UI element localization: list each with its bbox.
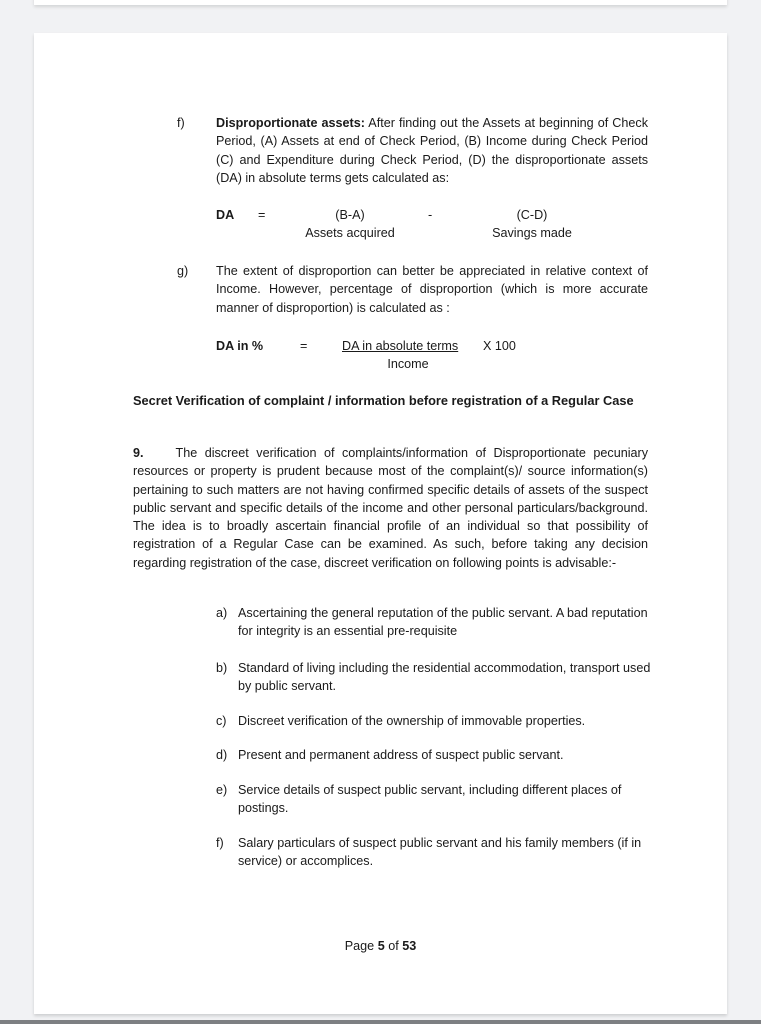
paragraph-number: 9. bbox=[133, 446, 144, 460]
item-f-heading: Disproportionate assets: bbox=[216, 116, 365, 130]
formula-minus: - bbox=[428, 208, 433, 222]
list-item bbox=[216, 712, 656, 730]
total-pages-number: 53 bbox=[402, 939, 417, 953]
item-f-body: After finding out the Assets at beginning of Check Period, (A) Assets at end of Check Period, (B) Income during Check Period (C) and Expenditure during Check Period, (D) the disproportionate assets (DA) in absolute terms gets calculated as: bbox=[216, 116, 648, 185]
formula-term2: (C-D) bbox=[516, 208, 548, 222]
current-page-number: 5 bbox=[377, 939, 385, 953]
list-text: Present and permanent address of suspect public servant. bbox=[238, 748, 564, 762]
formula-pct-denominator: Income bbox=[387, 357, 429, 371]
footer-prefix: Page bbox=[344, 939, 375, 953]
paragraph-9 bbox=[133, 444, 648, 572]
list-text: Ascertaining the general reputation of the public servant. A bad reputation for integrity is an essential pre-requisite bbox=[238, 606, 648, 638]
formula-pct-multiplier: X 100 bbox=[483, 339, 516, 353]
item-g-marker: g) bbox=[177, 264, 189, 278]
formula-term1-label: Assets acquired bbox=[305, 226, 395, 240]
item-f-marker: f) bbox=[177, 116, 185, 130]
list-marker: d) bbox=[216, 748, 228, 762]
list-marker: c) bbox=[216, 714, 227, 728]
paragraph-9-text: The discreet verification of complaints/information of Disproportionate pecuniary resources or property is prudent because most of the complaint(s)/ source information(s) pertaining to such matters are not having confirmed specific details of assets of the suspect public servant and specific details of the income and other personal particulars/background. The idea is to broadly ascertain financial profile of an individual so that possibility of registration of a Regular Case can be examined. As such, before taking any decision regarding registration of the case, discreet verification on following points is advisable:- bbox=[133, 446, 648, 570]
list-item bbox=[216, 746, 656, 764]
formula-term1: (B-A) bbox=[335, 208, 365, 222]
list-text: Service details of suspect public servant, including different places of postings. bbox=[238, 783, 622, 815]
formula-term2-label: Savings made bbox=[492, 226, 572, 240]
section-heading: Secret Verification of complaint / information before registration of a Regular Case bbox=[133, 393, 634, 408]
list-text: Salary particulars of suspect public servant and his family members (if in service) or accomplices. bbox=[238, 836, 642, 868]
list-item bbox=[216, 604, 656, 640]
list-marker: e) bbox=[216, 783, 228, 797]
previous-page-edge bbox=[34, 0, 727, 5]
list-item bbox=[216, 834, 656, 870]
formula-da-equals: = bbox=[258, 208, 266, 222]
list-item bbox=[216, 659, 656, 695]
list-text: Standard of living including the residential accommodation, transport used by public servant. bbox=[238, 661, 651, 693]
formula-pct-lhs: DA in % bbox=[216, 339, 264, 353]
formula-da-lhs: DA bbox=[216, 208, 235, 222]
footer-of: of bbox=[388, 939, 399, 953]
formula-pct-equals: = bbox=[300, 339, 308, 353]
list-marker: b) bbox=[216, 661, 228, 675]
list-marker: f) bbox=[216, 836, 224, 850]
formula-pct-numerator: DA in absolute terms bbox=[342, 339, 459, 353]
item-f-text bbox=[216, 114, 648, 187]
list-text: Discreet verification of the ownership of immovable properties. bbox=[238, 714, 586, 728]
item-g-text: The extent of disproportion can better be appreciated in relative context of Income. However, percentage of disproportion (which is more accurate manner of disproportion) is calculated as : bbox=[216, 264, 648, 315]
page-footer bbox=[0, 939, 761, 953]
bottom-edge-bar bbox=[0, 1020, 761, 1024]
list-item bbox=[216, 781, 656, 817]
list-marker: a) bbox=[216, 606, 228, 620]
